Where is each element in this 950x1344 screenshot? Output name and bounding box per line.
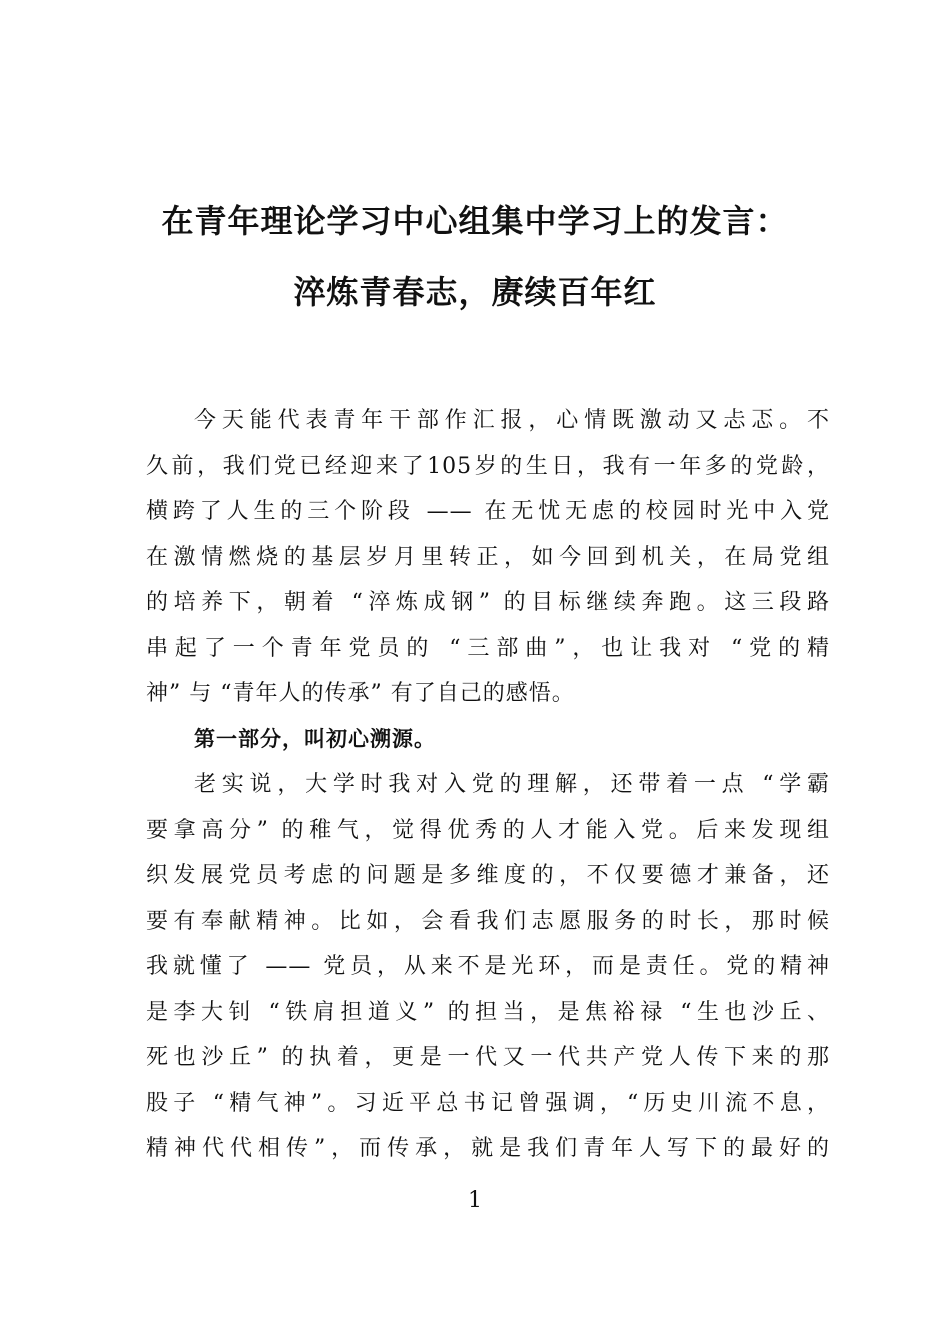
paragraph-2-line: 是李大钊 “铁肩担道义” 的担当，是焦裕禄 “生也沙丘、: [146, 999, 830, 1025]
document-body: [146, 398, 830, 1172]
paragraph-2-line: 死也沙丘” 的执着，更是一代又一代共产党人传下来的那: [146, 1045, 830, 1070]
paragraph-2-line: 要拿高分” 的稚气，觉得优秀的人才能入党。后来发现组: [146, 817, 830, 843]
paragraph-2-line: 要有奉献精神。比如，会看我们志愿服务的时长，那时候: [146, 908, 830, 934]
paragraph-1-line: 神” 与 “青年人的传承” 有了自己的感悟。: [146, 681, 575, 706]
paragraph-1-line: 的培养下，朝着 “淬炼成钢” 的目标继续奔跑。这三段路: [146, 590, 830, 615]
paragraph-2-line: 老实说，大学时我对入党的理解，还带着一点 “学霸: [194, 772, 830, 797]
paragraph-1-line: 串起了一个青年党员的 “三部曲”，也让我对 “党的精: [146, 635, 830, 661]
paragraph-1-line: 横跨了人生的三个阶段 —— 在无忧无虑的校园时光中入党: [146, 499, 830, 524]
paragraph-1-line: 久前，我们党已经迎来了105岁的生日，我有一年多的党龄，: [146, 453, 830, 479]
paragraph-1-line: 在激情燃烧的基层岁月里转正，如今回到机关，在局党组: [146, 544, 830, 570]
document-title-line-2: 淬炼青春志，赓续百年红: [293, 273, 657, 311]
page-number: 1: [468, 1188, 482, 1213]
paragraph-2-line: 织发展党员考虑的问题是多维度的，不仅要德才兼备，还: [146, 863, 830, 888]
section-heading: 第一部分，叫初心溯源。: [194, 726, 436, 751]
paragraph-2-line: 股子 “精气神”。习近平总书记曾强调，“历史川流不息，: [146, 1090, 830, 1116]
paragraph-2-line: 精神代代相传”，而传承，就是我们青年人写下的最好的: [146, 1136, 830, 1161]
paragraph-1-line: 今天能代表青年干部作汇报，心情既激动又忐忑。不: [194, 408, 830, 433]
paragraph-2-line: 我就懂了 —— 党员，从来不是光环，而是责任。党的精神: [146, 954, 830, 979]
document-title-line-1: 在青年理论学习中心组集中学习上的发言：: [161, 202, 789, 240]
